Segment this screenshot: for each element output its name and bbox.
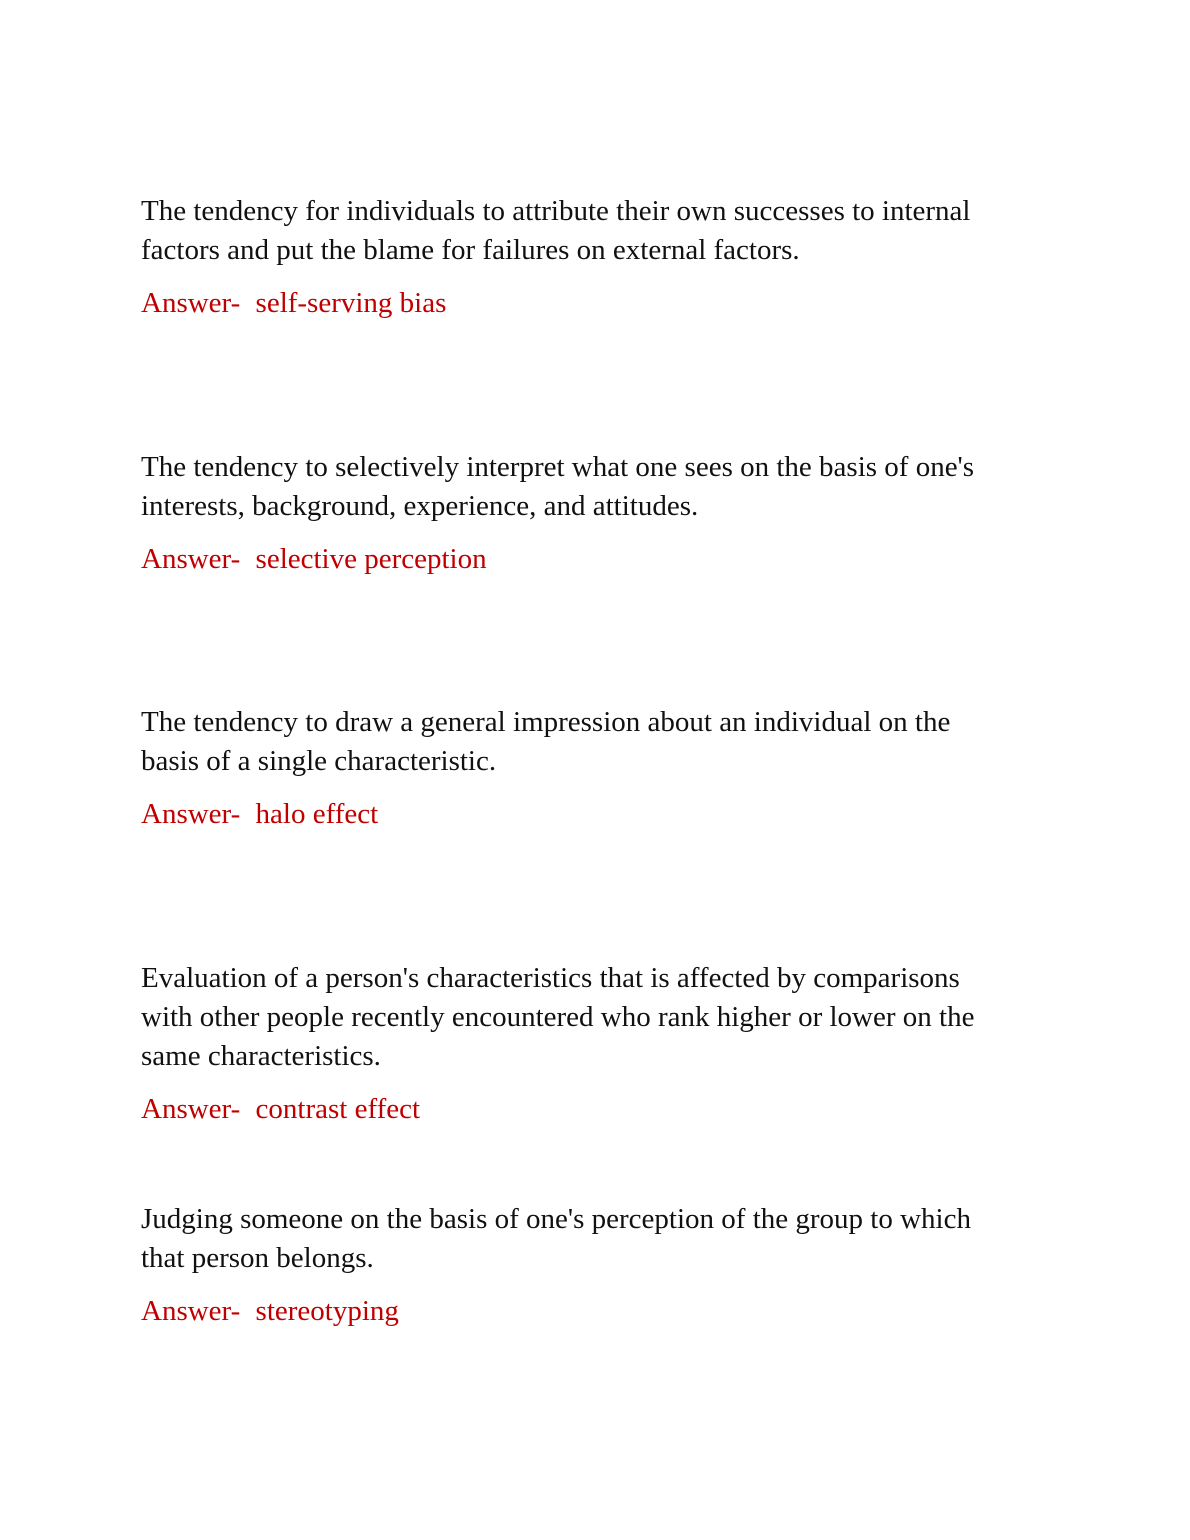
answer-prefix: Answer- [141, 287, 241, 319]
answer-text: selective perception [255, 543, 487, 575]
answer-text: halo effect [255, 798, 379, 830]
answer-prefix: Answer- [141, 798, 241, 830]
question-block [141, 959, 1041, 1129]
answer-text: stereotyping [255, 1295, 399, 1327]
answer-line [141, 1090, 1041, 1129]
question-text: The tendency to draw a general impression about an individual on the basis of a single characteristic. [141, 706, 951, 777]
answer-prefix: Answer- [141, 1295, 241, 1327]
question-block [141, 703, 1041, 834]
question-block [141, 1200, 1041, 1331]
answer-line [141, 1292, 1041, 1331]
question-text: Evaluation of a person's characteristics that is affected by comparisons with other people recently encountered who rank higher or lower on the same characteristics. [141, 962, 975, 1072]
answer-text: self-serving bias [255, 287, 447, 319]
question-text: The tendency to selectively interpret what one sees on the basis of one's interests, background, experience, and attitudes. [141, 451, 975, 522]
question-text: Judging someone on the basis of one's perception of the group to which that person belongs. [141, 1203, 971, 1274]
answer-line [141, 540, 1041, 579]
question-block [141, 192, 1041, 323]
question-block [141, 448, 1041, 579]
answer-prefix: Answer- [141, 1093, 241, 1125]
answer-line [141, 795, 1041, 834]
question-text: The tendency for individuals to attribute their own successes to internal factors and put the blame for failures on external factors. [141, 195, 971, 266]
answer-text: contrast effect [255, 1093, 421, 1125]
answer-line [141, 284, 1041, 323]
answer-prefix: Answer- [141, 543, 241, 575]
